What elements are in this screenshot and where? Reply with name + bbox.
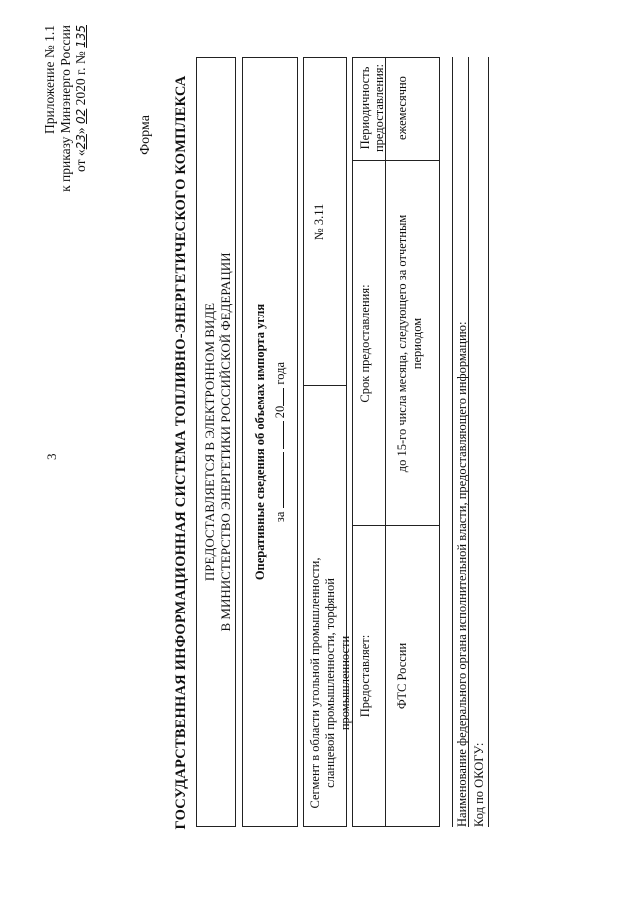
table-header-provider: Предоставляет: (358, 634, 372, 718)
appendix-line-3: от «23» 02 2020 г. № 135 (73, 25, 88, 172)
submission-table (352, 57, 440, 827)
submission-box (196, 57, 236, 827)
footer-rule-bottom (488, 57, 489, 827)
table-header-divider (385, 58, 386, 826)
order-number: 135 (74, 25, 88, 48)
table-cell-deadline: до 15-го числа месяца, следующего за отчетным периодом (395, 214, 424, 473)
report-box (242, 57, 298, 827)
segment-text: Сегмент в области угольной промышленности, сланцевой промышленности, торфяной промышленности (308, 557, 352, 809)
table-cell-provider: ФТС России (395, 642, 409, 710)
footer-rule-mid (468, 57, 469, 827)
report-title: Оперативные сведения об объемах импорта угля (253, 303, 267, 581)
table-header-periodicity: Периодичность предоставления: (358, 63, 386, 153)
org-label: Наименование федерального органа исполнительной власти, предоставляющего информацию: (455, 321, 469, 827)
submission-line-2: В МИНИСТЕРСТВО ЭНЕРГЕТИКИ РОССИЙСКОЙ ФЕДЕРАЦИИ (218, 252, 233, 632)
period-blank[interactable] (271, 452, 284, 508)
appendix-line-2: к приказу Минэнерго России (57, 25, 73, 192)
page-number: 3 (44, 453, 59, 460)
segment-box (303, 57, 352, 827)
page-title: ГОСУДАРСТВЕННАЯ ИНФОРМАЦИОННАЯ СИСТЕМА ТОПЛИВНО-ЭНЕРГЕТИЧЕСКОГО КОМПЛЕКСА (173, 75, 189, 830)
order-day: 23 (74, 134, 88, 150)
footer-rule-top (452, 57, 453, 827)
year-blank[interactable] (271, 388, 284, 406)
segment-number: № 3.11 (312, 203, 326, 241)
appendix-line-1: Приложение № 1.1 (42, 25, 57, 134)
period-blank-2[interactable] (271, 421, 284, 449)
form-label: Форма (138, 115, 153, 155)
submission-line-1: ПРЕДОСТАВЛЯЕТСЯ В ЭЛЕКТРОННОМ ВИДЕ (202, 302, 217, 582)
okogu-label: Код по ОКОГУ: (472, 742, 486, 827)
table-header-deadline: Срок предоставления: (358, 284, 372, 403)
order-month: 02 (74, 108, 88, 124)
report-period: за 20 года (273, 361, 287, 523)
appendix-header (42, 25, 90, 265)
table-cell-periodicity: ежемесячно (395, 76, 409, 140)
